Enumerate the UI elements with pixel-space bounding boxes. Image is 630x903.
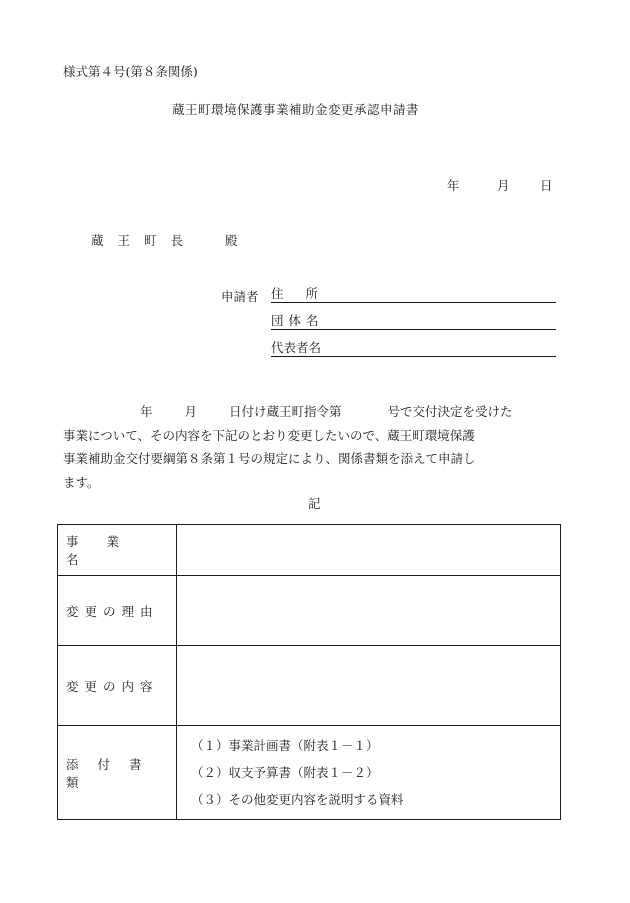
body-line-1	[63, 400, 568, 424]
attachments-list	[177, 732, 560, 813]
addressee-name: 蔵王町長	[91, 233, 198, 248]
table-row	[58, 525, 561, 576]
addressee	[91, 231, 238, 249]
body-year-label: 年	[140, 404, 153, 419]
document-title: 蔵王町環境保護事業補助金変更承認申請書	[172, 102, 420, 117]
applicant-label: 申請者	[221, 289, 259, 304]
attachment-item: （１）事業計画書（附表１－１）	[191, 738, 379, 753]
table-row	[58, 726, 561, 820]
body-decision-text: 号で交付決定を受けた	[387, 404, 513, 419]
body-line-4: ます。	[63, 474, 100, 490]
change-content-cell[interactable]	[177, 646, 561, 726]
representative-field[interactable]	[271, 340, 556, 357]
date-line	[447, 176, 553, 194]
form-number: 様式第４号(第８条関係)	[63, 64, 198, 79]
address-label: 住所	[271, 286, 341, 301]
body-month-label: 月	[184, 404, 198, 419]
request-body	[63, 400, 568, 494]
date-month-label: 月	[497, 178, 510, 193]
attachment-item: （３）その他変更内容を説明する資料	[191, 792, 404, 807]
date-day-label: 日	[540, 178, 553, 193]
body-line-2: 事業について、その内容を下記のとおり変更したいので、蔵王町環境保護	[63, 427, 475, 443]
address-field[interactable]	[271, 286, 556, 303]
group-name-label: 団体名	[271, 313, 324, 328]
change-reason-cell[interactable]	[177, 576, 561, 646]
change-content-label: 変更の内容	[58, 646, 177, 726]
attachments-cell	[177, 726, 561, 820]
group-name-field[interactable]	[271, 313, 556, 330]
body-line-3: 事業補助金交付要綱第８条第１号の規定により、関係書類を添えて申請し	[63, 451, 476, 466]
date-year-label: 年	[447, 178, 460, 193]
addressee-honorific: 殿	[225, 233, 238, 248]
application-details-table	[57, 524, 561, 820]
change-reason-label: 変更の理由	[58, 576, 177, 646]
ki-heading: 記	[308, 496, 321, 511]
attachments-label: 添付書類	[58, 726, 177, 820]
attachment-item: （２）収支予算書（附表１－２）	[191, 765, 379, 780]
project-name-label: 事業名	[58, 525, 177, 576]
table-row	[58, 576, 561, 646]
table-row	[58, 646, 561, 726]
project-name-cell[interactable]	[177, 525, 561, 576]
representative-label: 代表者名	[271, 340, 322, 355]
body-directive-text: 日付け蔵王町指令第	[229, 404, 342, 419]
